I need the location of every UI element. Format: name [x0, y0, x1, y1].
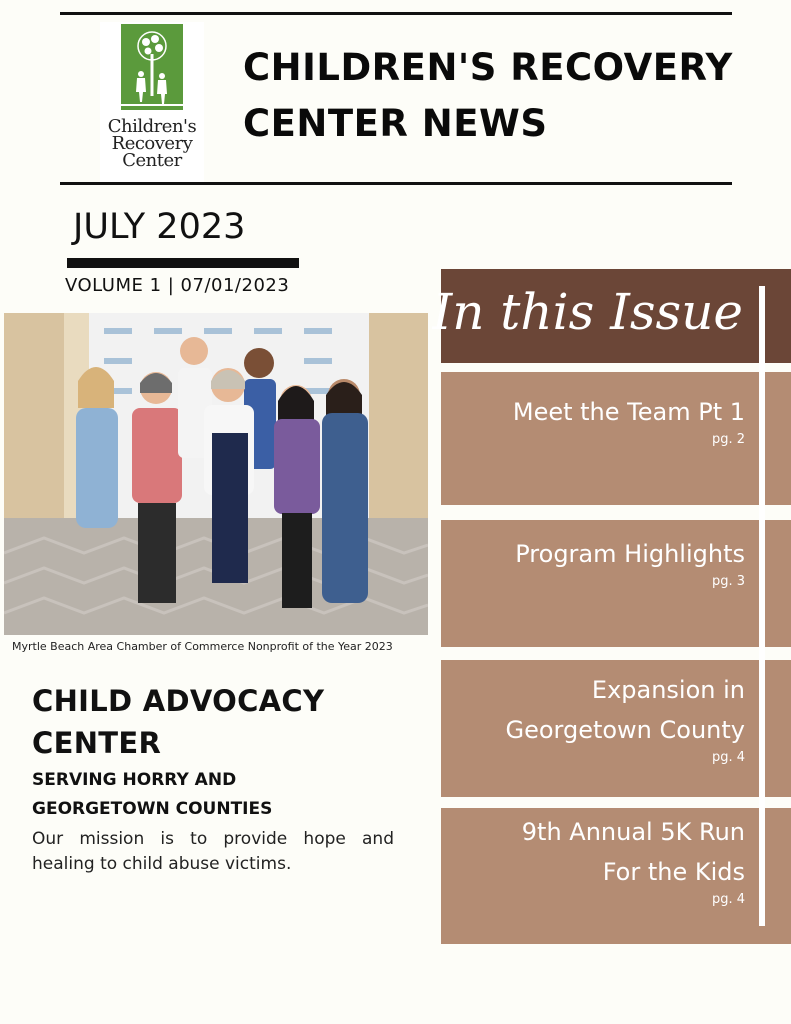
toc-item[interactable] [441, 808, 791, 944]
issue-month: JULY 2023 [73, 207, 246, 247]
toc-header [432, 269, 791, 363]
logo [100, 22, 204, 182]
toc-item-label: Georgetown County [505, 716, 745, 744]
logo-line: Center [122, 150, 182, 171]
toc-item-page: pg. 4 [711, 892, 745, 907]
logo-wordmark [108, 118, 196, 169]
toc-item-page: pg. 4 [711, 750, 745, 765]
feature-title-line: CENTER [32, 726, 162, 760]
newsletter-title [243, 40, 743, 152]
title-line: CENTER NEWS [243, 102, 548, 145]
feature-title [32, 680, 324, 764]
toc-item-label: For the Kids [602, 858, 745, 886]
volume-line: VOLUME 1 | 07/01/2023 [65, 275, 290, 296]
toc-heading: In this Issue [432, 283, 743, 341]
group-photo [4, 313, 428, 635]
toc-item[interactable] [441, 520, 791, 647]
title-line: CHILDREN'S RECOVERY [243, 46, 733, 89]
feature-subtitle-line: GEORGETOWN COUNTIES [32, 799, 273, 819]
tree-children-logo-icon [121, 24, 183, 110]
logo-line: Children's [107, 116, 197, 137]
toc-item-label: Meet the Team Pt 1 [512, 398, 745, 426]
toc-divider-line [759, 286, 765, 926]
toc-item-label: Program Highlights [515, 540, 745, 568]
header-top-rule [60, 12, 732, 15]
feature-title-line: CHILD ADVOCACY [32, 684, 325, 718]
logo-line: Recovery [111, 133, 193, 154]
toc-item[interactable] [441, 372, 791, 505]
mission-statement: Our mission is to provide hope and healing to child abuse victims. [32, 829, 394, 874]
header-bottom-rule [60, 182, 732, 185]
toc-item-page: pg. 2 [711, 432, 745, 447]
toc-item-label: Expansion in [591, 676, 745, 704]
toc-item-label: 9th Annual 5K Run [521, 818, 745, 846]
toc-item-page: pg. 3 [711, 574, 745, 589]
photo-caption: Myrtle Beach Area Chamber of Commerce Nonprofit of the Year 2023 [12, 640, 393, 653]
toc-item[interactable] [441, 660, 791, 797]
feature-subtitle-line: SERVING HORRY AND [32, 770, 237, 790]
feature-subtitle [32, 766, 272, 824]
issue-divider [67, 258, 299, 268]
